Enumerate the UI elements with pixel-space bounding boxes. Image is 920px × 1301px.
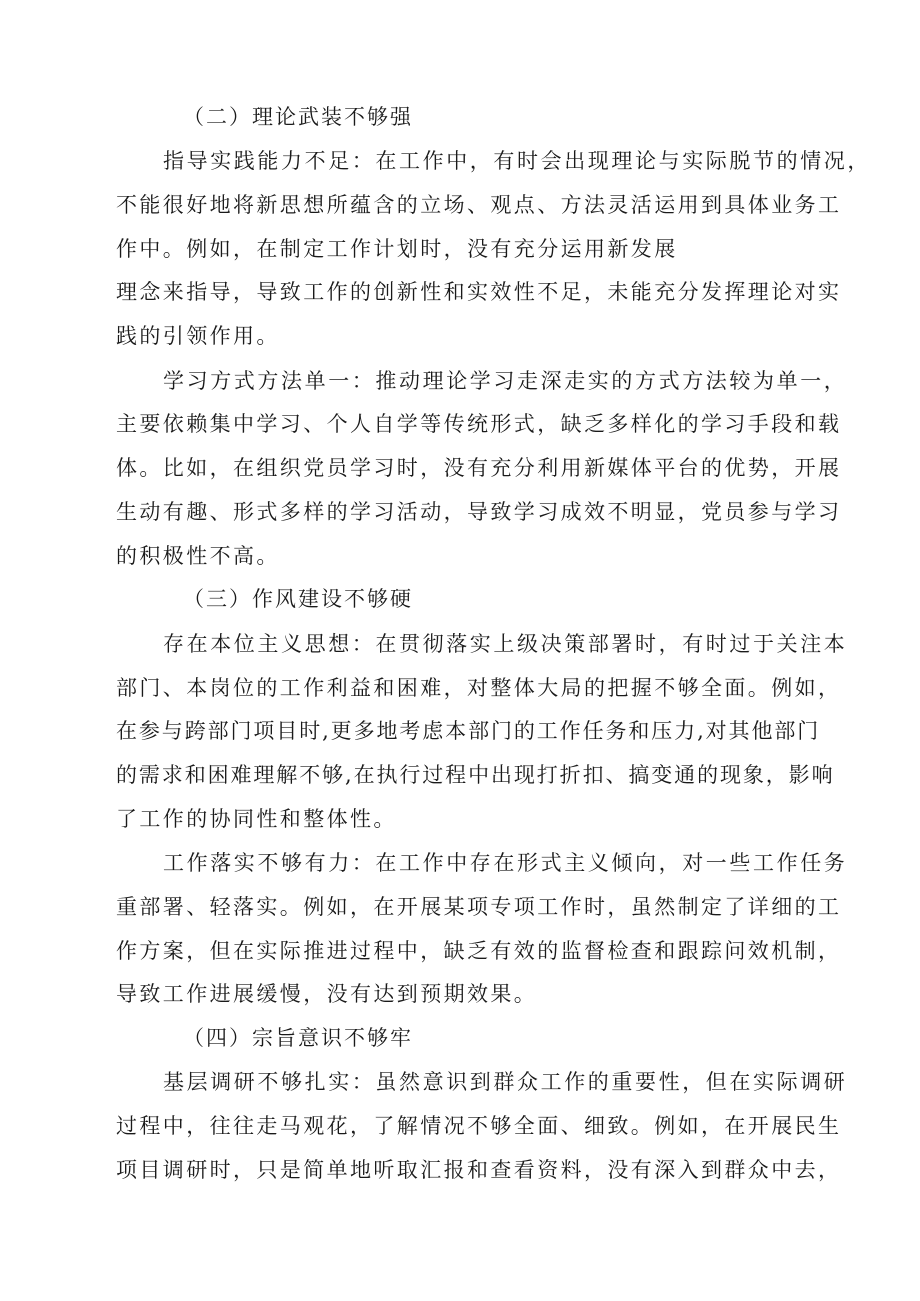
paragraph-line: 的需求和困难理解不够,在执行过程中出现打折扣、搞变通的现象，影响: [116, 763, 835, 787]
paragraph-line: 导致工作进展缓慢，没有达到预期效果。: [116, 982, 538, 1006]
paragraph-line: 在参与跨部门项目时,更多地考虑本部门的工作任务和压力,对其他部门: [116, 719, 821, 743]
paragraph-line: 项目调研时，只是简单地听取汇报和查看资料，没有深入到群众中去，: [116, 1158, 842, 1182]
section-heading-3: （三）作风建设不够硬: [183, 587, 413, 611]
paragraph-line: 过程中，往往走马观花，了解情况不够全面、细致。例如，在开展民生: [116, 1114, 842, 1138]
section-heading-2: （二）理论武装不够强: [183, 105, 413, 129]
paragraph-line: 作方案，但在实际推进过程中，缺乏有效的监督检查和跟踪问效机制，: [116, 939, 842, 963]
paragraph-line: 的积极性不高。: [116, 544, 280, 568]
paragraph-line: 部门、本岗位的工作利益和困难，对整体大局的把握不够全面。例如，: [116, 676, 842, 700]
paragraph-line: 生动有趣、形式多样的学习活动，导致学习成效不明显，党员参与学习: [116, 500, 842, 524]
paragraph-line: 了工作的协同性和整体性。: [116, 807, 397, 831]
paragraph-line: 主要依赖集中学习、个人自学等传统形式，缺乏多样化的学习手段和载: [116, 412, 842, 436]
paragraph-line: 体。比如，在组织党员学习时，没有充分利用新媒体平台的优势，开展: [116, 456, 842, 480]
paragraph-line: 重部署、轻落实。例如，在开展某项专项工作时，虽然制定了详细的工: [116, 895, 842, 919]
paragraph-line: 指导实践能力不足：在工作中，有时会出现理论与实际脱节的情况，: [163, 149, 871, 173]
paragraph-line: 基层调研不够扎实：虽然意识到群众工作的重要性，但在实际调研: [163, 1070, 848, 1094]
section-heading-4: （四）宗旨意识不够牢: [183, 1026, 413, 1050]
paragraph-line: 理念来指导，导致工作的创新性和实效性不足，未能充分发挥理论对实: [116, 280, 842, 304]
paragraph-line: 存在本位主义思想：在贯彻落实上级决策部署时，有时过于关注本: [163, 632, 848, 656]
paragraph-line: 不能很好地将新思想所蕴含的立场、观点、方法灵活运用到具体业务工: [116, 193, 842, 217]
paragraph-line: 工作落实不够有力：在工作中存在形式主义倾向，对一些工作任务: [163, 851, 848, 875]
paragraph-line: 作中。例如，在制定工作计划时，没有充分运用新发展: [116, 237, 678, 261]
paragraph-line: 学习方式方法单一：推动理论学习走深走实的方式方法较为单一，: [163, 369, 848, 393]
paragraph-line: 践的引领作用。: [116, 324, 280, 348]
